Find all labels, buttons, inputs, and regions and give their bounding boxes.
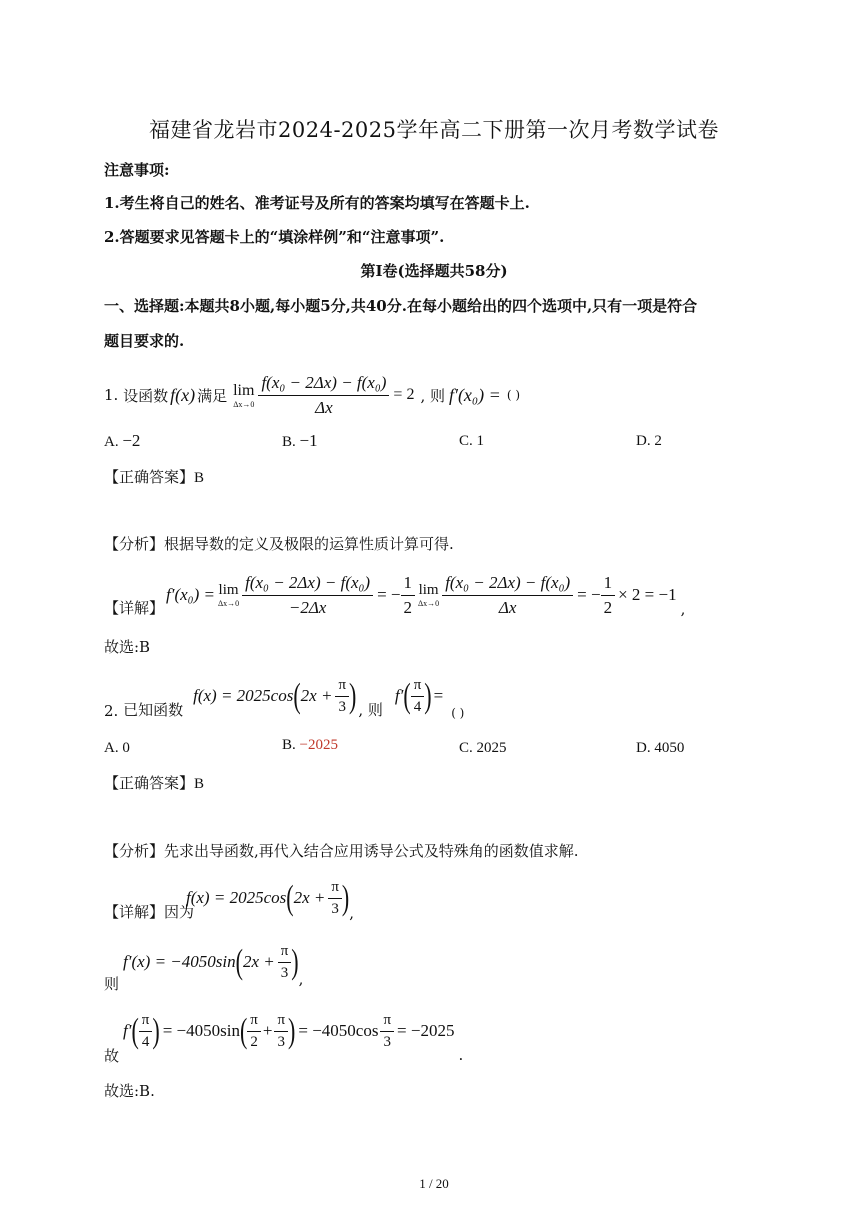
detail-fraction-2: $\frac{\text{f(x₀ − 2Δx) − f(x₀)}}{\Delta x}$ <box>442 573 573 618</box>
detail-solution: 【详解】 f′(x₀) = lim Δx→0 $\frac{\text{f(x₀ − 2Δx) − f(x₀)}}{-2\Delta x}$ = − $\frac{1}{2}$ lim Δx→0 $\frac{\text{f(x₀ − 2Δx) − f(x₀)}}{\Delta x}$ = − $\frac{1}{2}$ × 2 = −1 , <box>104 572 686 618</box>
half-fraction: $\frac{1}{2}$ <box>601 573 616 618</box>
option-b: B. −1 <box>282 431 318 450</box>
option-c: C. 2025 <box>459 740 507 756</box>
question-ask: f′(x₀) = <box>449 384 501 405</box>
correct-answer: 【正确答案】B <box>104 774 205 792</box>
detail-step-3: 故 f′ ( $\frac{\pi}{4}$ ) = −4050sin ( $\frac{\pi}{2}$ + $\frac{\pi}{3}$ ) = −4050cos $\frac{\pi}{3}$ = −2025 . <box>104 1010 464 1065</box>
limit-operator: lim Δx→0 <box>418 582 440 608</box>
question-1 <box>104 365 520 425</box>
question-number: 2. <box>104 702 119 720</box>
document-title: 福建省龙岩市2024-2025学年高二下册第一次月考数学试卷 <box>149 118 719 142</box>
note-1: 1.考生将自己的姓名、准考证号及所有的答案均填写在答题卡上. <box>104 194 530 212</box>
question-text: 设函数 <box>123 386 169 405</box>
conclusion: 故选:B. <box>104 1082 155 1100</box>
half-fraction: $\frac{1}{2}$ <box>401 573 416 618</box>
notes-heading: 注意事项: <box>104 161 170 179</box>
limit-fraction: $\frac{\text{f(x₀ − 2Δx) − f(x₀)}}{\Delta x}$ <box>258 373 389 418</box>
detail-label: 【详解】 <box>104 599 165 617</box>
function-definition: f(x) = 2025cos <box>193 686 294 705</box>
function-name: f(x) <box>170 384 196 405</box>
option-d: D. 2 <box>636 433 662 449</box>
pi-over-3: $\frac{\pi}{3}$ <box>335 677 349 716</box>
note-2: 2.答题要求见答题卡上的“填涂样例”和“注意事项”. <box>104 228 445 246</box>
answer-blank: ( ) <box>451 706 465 720</box>
option-d: D. 4050 <box>636 740 685 756</box>
pi-over-4: $\frac{\pi}{4}$ <box>411 677 425 716</box>
option-c: C. 1 <box>459 433 485 449</box>
detail-lhs: f′(x₀) = <box>166 585 215 604</box>
limit-operator: lim Δx→0 <box>217 582 240 608</box>
detail-step-2: 则 f′(x) = −4050sin ( 2x + $\frac{\pi}{3}$ ) , <box>104 941 304 993</box>
conclusion: 故选:B <box>104 638 151 656</box>
question-ask: f′ <box>394 686 404 705</box>
detail-step-1-formula: f(x) = 2025cos ( 2x + $\frac{\pi}{3}$ ) , <box>186 877 355 922</box>
question-text: , 则 <box>420 386 445 405</box>
section-instructions-line2: 题目要求的. <box>104 332 185 350</box>
limit-value: = 2 <box>393 386 415 403</box>
analysis: 【分析】根据导数的定义及极限的运算性质计算可得. <box>104 535 454 553</box>
option-a: A. 0 <box>104 740 130 756</box>
question-text: 满足 <box>197 386 228 405</box>
option-a: A. −2 <box>104 431 141 450</box>
answer-blank: ( ) <box>506 388 521 402</box>
detail-step-1: 【详解】 因为 <box>104 903 195 921</box>
detail-fraction-1: $\frac{\text{f(x₀ − 2Δx) − f(x₀)}}{-2\Delta x}$ <box>242 573 373 618</box>
limit-operator: lim Δx→0 <box>233 381 255 409</box>
part-heading: 第Ⅰ卷(选择题共58分) <box>360 262 508 280</box>
question-text: 已知函数 <box>123 701 184 719</box>
section-instructions-line1: 一、选择题:本题共8小题,每小题5分,共40分.在每小题给出的四个选项中,只有一项是符合 <box>104 297 698 315</box>
question-number: 1. <box>104 386 119 404</box>
correct-answer: 【正确答案】B <box>104 468 205 486</box>
page-number: 1 / 20 <box>419 1176 449 1191</box>
option-b: B. −2025 <box>282 737 338 753</box>
question-2: 2. 已知函数 f(x) = 2025cos ( 2x + $\frac{\pi}{3}$ ) , 则 f′ ( $\frac{\pi}{4}$ ) = ( ) <box>104 675 465 720</box>
analysis: 【分析】先求出导函数,再代入结合应用诱导公式及特殊角的函数值求解. <box>104 842 579 860</box>
